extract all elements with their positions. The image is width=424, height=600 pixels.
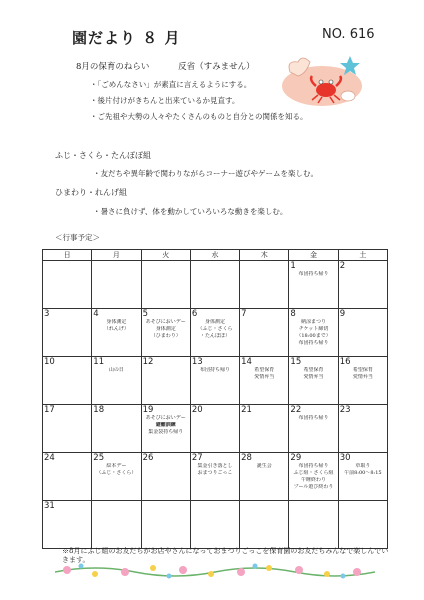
aim-item: ・後片付けがきちんと出来ているか見直す。 <box>90 96 240 105</box>
calendar-day <box>240 309 289 357</box>
event-text: 午睡終わり <box>301 477 327 483</box>
crab-shell-illustration <box>276 52 372 110</box>
reflection-label: 反省（すみません） <box>178 62 255 72</box>
day-number: 31 <box>44 501 55 511</box>
day-number: 15 <box>290 357 302 367</box>
calendar-day <box>240 405 289 453</box>
calendar-day <box>43 501 92 549</box>
day-number: 13 <box>191 357 203 367</box>
calendar-day <box>141 357 190 405</box>
event-text: （ふじ・さくら） <box>96 470 137 476</box>
calendar-day <box>338 261 387 309</box>
issue-number: NO. 616 <box>322 27 375 42</box>
aims-list <box>90 77 308 125</box>
calendar-day <box>190 309 239 357</box>
calendar-day <box>141 453 190 501</box>
calendar-day <box>190 357 239 405</box>
weekday-header: 水 <box>190 250 239 261</box>
weekday-header: 金 <box>289 250 338 261</box>
event-text: 納涼まつり <box>301 319 327 325</box>
calendar-day <box>338 405 387 453</box>
calendar-day <box>92 453 141 501</box>
day-number: 25 <box>93 453 105 463</box>
day-number: 12 <box>142 357 154 367</box>
weekday-header: 日 <box>43 250 92 261</box>
calendar-day <box>289 453 338 501</box>
event-text: 布団持ち帰り <box>199 367 230 373</box>
calendar-day <box>92 357 141 405</box>
day-number: 29 <box>290 453 302 463</box>
day-number: 22 <box>290 405 302 415</box>
group-name-fuji: ふじ・さくら・たんぽぽ組 <box>55 151 151 160</box>
aim-item: ・「ごめんなさい」が素直に言えるようにする。 <box>90 80 252 89</box>
event-text: 愛情弁当 <box>303 374 324 380</box>
event-text: 集金引き落とし <box>197 463 233 469</box>
aims-label: 8月の保育のねらい <box>76 62 150 72</box>
calendar-day <box>43 453 92 501</box>
day-number: 30 <box>339 453 351 463</box>
calendar-day <box>240 261 289 309</box>
event-text: 布団持ち帰り <box>298 340 329 346</box>
calendar-day <box>289 501 338 549</box>
calendar-day <box>190 501 239 549</box>
calendar-day <box>190 261 239 309</box>
flower-garland <box>55 560 375 580</box>
event-text: 集金袋持ち帰り <box>148 429 184 435</box>
calendar-day <box>43 261 92 309</box>
day-number: 9 <box>339 309 346 319</box>
page-title: 園だより ８ 月 <box>72 29 181 47</box>
calendar-day <box>92 405 141 453</box>
footer-note: ※8月にふじ組のお友だちがお店やさんになっておまつりごっこを保育園のお友だちみんなで楽しんでいきます。 <box>62 547 389 564</box>
calendar-day <box>338 357 387 405</box>
day-number: 16 <box>339 357 351 367</box>
calendar-day <box>43 309 92 357</box>
day-number: 5 <box>142 309 148 319</box>
day-number: 4 <box>93 309 99 319</box>
event-text: （ひまわり） <box>150 333 181 339</box>
event-text: 避難訓練 <box>155 422 176 428</box>
calendar-week <box>43 405 388 453</box>
day-number: 18 <box>93 405 105 415</box>
day-number: 24 <box>44 453 55 463</box>
group-text-fuji: ・友だちや異年齢で関わりながらコーナー遊びやゲームを楽しむ。 <box>93 169 318 178</box>
event-text: （ふじ・さくら <box>197 326 233 332</box>
aims-heading <box>76 60 281 72</box>
calendar-day <box>43 405 92 453</box>
weekday-header: 土 <box>338 250 387 261</box>
calendar-day <box>92 501 141 549</box>
event-text: 草取り <box>355 463 371 469</box>
event-text: あそびにおいデー <box>145 319 186 325</box>
day-number: 19 <box>142 405 154 415</box>
calendar-day <box>92 309 141 357</box>
calendar-day <box>289 261 338 309</box>
group-name-himawari: ひまわり・れんげ組 <box>55 188 127 197</box>
calendar-day <box>289 309 338 357</box>
day-number: 8 <box>290 309 296 319</box>
calendar-day <box>338 501 387 549</box>
event-text: おまつりごっこ <box>197 470 233 476</box>
day-number: 10 <box>44 357 55 367</box>
day-number: 26 <box>142 453 154 463</box>
event-text: 布団持ち帰り <box>298 271 329 277</box>
calendar-day <box>141 501 190 549</box>
event-text: 布団持ち帰り <box>298 415 329 421</box>
calendar-day <box>141 405 190 453</box>
aim-item: ・ご先祖や大勢の人々やたくさんのものと自分との関係を知る。 <box>90 112 308 121</box>
calendar-day <box>289 405 338 453</box>
event-text: 午前8:00～8:15 <box>344 470 382 476</box>
calendar-week <box>43 357 388 405</box>
calendar-day <box>190 405 239 453</box>
event-text: 布団持ち帰り <box>298 463 329 469</box>
day-number: 7 <box>241 309 247 319</box>
event-text: 絵本デー <box>106 463 127 469</box>
day-number: 20 <box>191 405 203 415</box>
day-number: 27 <box>191 453 203 463</box>
day-number: 28 <box>241 453 252 463</box>
day-number: 6 <box>191 309 198 319</box>
calendar-week <box>43 309 388 357</box>
calendar-day <box>141 261 190 309</box>
event-text: 山の日 <box>108 367 124 373</box>
calendar-day <box>240 501 289 549</box>
event-text: 身体測定 <box>155 326 176 332</box>
event-text: 愛情弁当 <box>352 374 373 380</box>
calendar-day <box>141 309 190 357</box>
day-number: 1 <box>290 261 296 271</box>
calendar-week <box>43 501 388 549</box>
event-text: プール遊び終わり <box>293 484 334 490</box>
calendar-day <box>240 357 289 405</box>
event-text: ふじ組・さくら組 <box>293 470 334 476</box>
weekday-header: 月 <box>92 250 141 261</box>
event-text: 身体測定 <box>204 319 225 325</box>
day-number: 21 <box>241 405 252 415</box>
event-text: 希望保育 <box>352 367 373 373</box>
event-text: （18:00まで） <box>296 333 331 339</box>
calendar-day <box>240 453 289 501</box>
calendar-day <box>92 261 141 309</box>
calendar-day <box>338 453 387 501</box>
day-number: 23 <box>339 405 351 415</box>
calendar-day <box>338 309 387 357</box>
event-text: 希望保育 <box>303 367 324 373</box>
event-text: あそびにおいデー <box>145 415 186 421</box>
event-text: 誕生会 <box>256 463 272 469</box>
calendar-day <box>289 357 338 405</box>
day-number: 11 <box>93 357 105 367</box>
event-text: 身体測定 <box>106 319 127 325</box>
event-text: 愛情弁当 <box>254 374 275 380</box>
day-number: 14 <box>241 357 252 367</box>
day-number: 2 <box>339 261 346 271</box>
calendar-week <box>43 261 388 309</box>
event-text: 希望保育 <box>254 367 275 373</box>
day-number: 3 <box>44 309 50 319</box>
event-text: （れんげ） <box>103 326 129 332</box>
event-calendar <box>42 249 388 549</box>
event-text: チケット締切 <box>298 326 329 332</box>
day-number: 17 <box>44 405 55 415</box>
calendar-day <box>43 357 92 405</box>
weekday-header: 木 <box>240 250 289 261</box>
calendar-day <box>190 453 239 501</box>
group-text-himawari: ・暑さに負けず、体を動かしていろいろな動きを楽しむ。 <box>93 207 288 216</box>
weekday-header: 火 <box>141 250 190 261</box>
schedule-label: ＜行事予定＞ <box>55 233 100 242</box>
event-text: ・たんぽぽ） <box>199 333 230 339</box>
calendar-week <box>43 453 388 501</box>
